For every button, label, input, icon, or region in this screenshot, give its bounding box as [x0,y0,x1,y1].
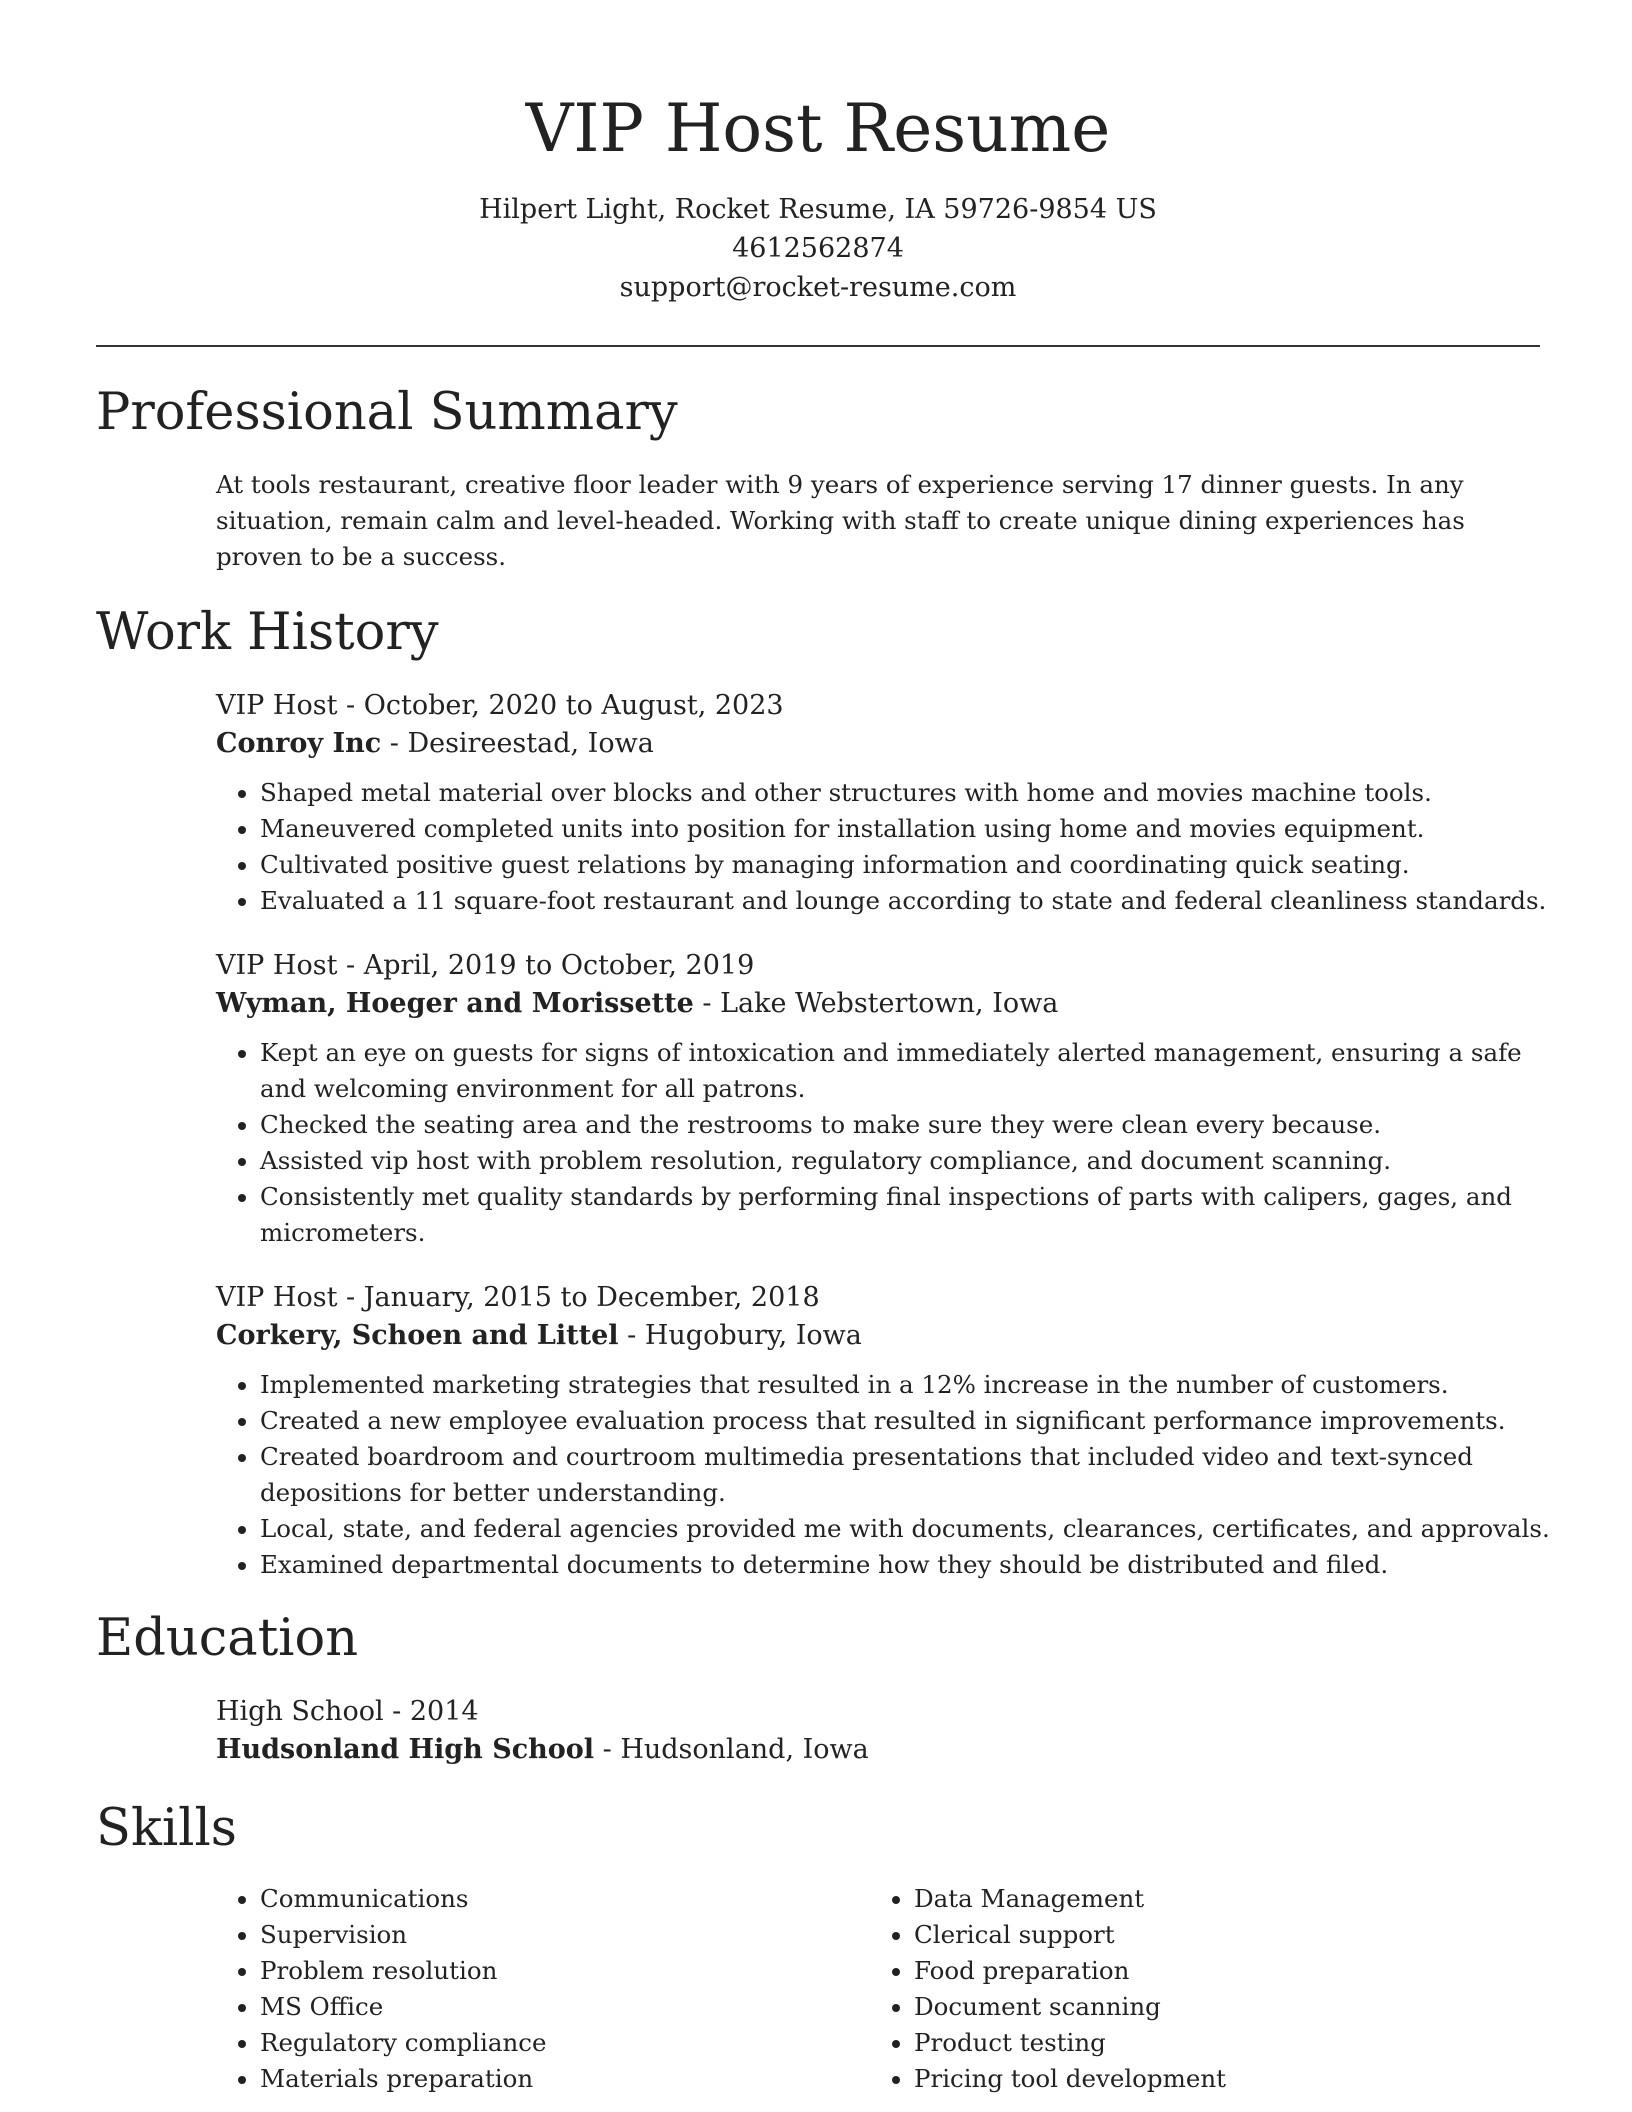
list-item: • Clerical support [914,1917,1524,1953]
school-name: Hudsonland High School [216,1734,595,1765]
company-name: Conroy Inc [216,728,382,759]
job-entry [216,1279,1550,1583]
list-item: • Consistently met quality standards by performing final inspections of parts with calipers, gages, and micrometers. [260,1179,1550,1251]
list-item: • Maneuvered completed units into position for installation using home and movies equipment. [260,811,1550,847]
company-name: Corkery, Schoen and Littel [216,1320,619,1351]
job-title: VIP Host - October, 2020 to August, 2023 [216,690,784,721]
job-title: VIP Host - January, 2015 to December, 2018 [216,1282,820,1313]
list-item: • Implemented marketing strategies that resulted in a 12% increase in the number of customers. [260,1367,1550,1403]
list-item: • MS Office [260,1989,870,2025]
company-name: Wyman, Hoeger and Morissette [216,988,694,1019]
header-divider [96,345,1540,347]
job-duties [216,1035,1550,1251]
company-location: - Hugobury, Iowa [618,1320,862,1351]
list-item: • Document scanning [914,1989,1524,2025]
email: support@rocket-resume.com [619,272,1017,303]
phone: 4612562874 [732,233,904,264]
list-item: • Regulatory compliance [260,2025,870,2061]
education-heading: Education [96,1609,359,1668]
education-entry [216,1693,1540,1769]
list-item: • Communications [260,1881,870,1917]
job-company-line [216,725,1540,763]
education-degree: High School - 2014 [216,1696,479,1727]
resume-title: VIP Host Resume [525,90,1111,167]
job-duties [216,775,1550,919]
work-history-heading: Work History [96,603,439,662]
list-item: • Checked the seating area and the restrooms to make sure they were clean every because. [260,1107,1550,1143]
list-item: • Pricing tool development [914,2061,1524,2097]
list-item: • Created a new employee evaluation process that resulted in significant performance improvements. [260,1403,1550,1439]
list-item: • Supervision [260,1917,870,1953]
job-entry [216,687,1547,919]
job-entry [216,947,1540,1251]
list-item: • Problem resolution [260,1953,870,1989]
skills-column-left [216,1881,870,2097]
skills-heading: Skills [96,1799,237,1858]
skills-column-right [870,1881,1524,2097]
list-item: • Created boardroom and courtroom multimedia presentations that included video and text-synced depositions for better understanding. [260,1439,1550,1511]
resume-page [96,0,1550,2097]
address: Hilpert Light, Rocket Resume, IA 59726-9854 US [479,194,1157,225]
job-company-line [216,985,1540,1023]
list-item: • Product testing [914,2025,1524,2061]
skills-list [216,1881,1536,2097]
contact-info [96,190,1540,307]
summary-heading: Professional Summary [96,383,678,442]
company-location: - Lake Webstertown, Iowa [693,988,1059,1019]
list-item: • Examined departmental documents to determine how they should be distributed and filed. [260,1547,1550,1583]
list-item: • Food preparation [914,1953,1524,1989]
job-title: VIP Host - April, 2019 to October, 2019 [216,950,755,981]
list-item: • Local, state, and federal agencies provided me with documents, clearances, certificates, and approvals. [260,1511,1550,1547]
list-item: • Assisted vip host with problem resolution, regulatory compliance, and document scanning. [260,1143,1550,1179]
summary-text: At tools restaurant, creative floor leader with 9 years of experience serving 17 dinner guests. In any situation, remain calm and level-headed. Working with staff to create unique dining experiences has proven to be a success. [216,470,1465,571]
list-item: • Evaluated a 11 square-foot restaurant and lounge according to state and federal cleanliness standards. [260,883,1550,919]
list-item: • Kept an eye on guests for signs of intoxication and immediately alerted management, ensuring a safe and welcoming environment for all patrons. [260,1035,1550,1107]
company-location: - Desireestad, Iowa [381,728,654,759]
list-item: • Shaped metal material over blocks and other structures with home and movies machine tools. [260,775,1550,811]
education-school-line [216,1731,1540,1769]
job-company-line [216,1317,1540,1355]
list-item: • Cultivated positive guest relations by managing information and coordinating quick seating. [260,847,1550,883]
job-duties [216,1367,1550,1583]
school-location: - Hudsonland, Iowa [594,1734,869,1765]
list-item: • Materials preparation [260,2061,870,2097]
list-item: • Data Management [914,1881,1524,1917]
